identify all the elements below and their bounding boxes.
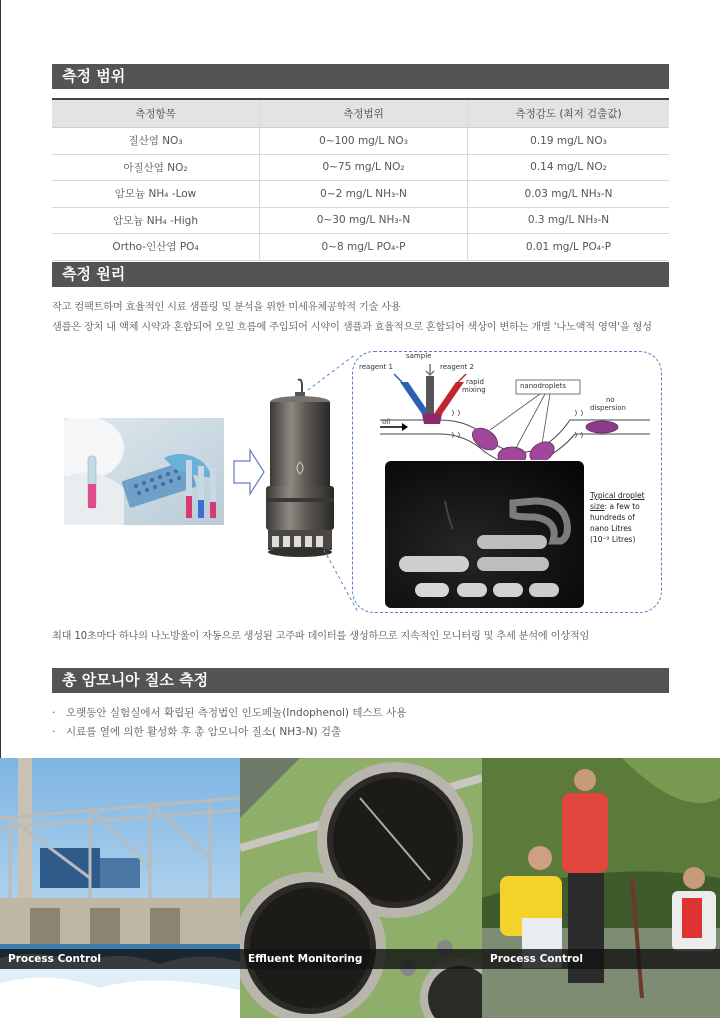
table-cell: 0.01 mg/L PO₄-P xyxy=(468,234,670,261)
principle-line-2: 샘플은 장치 내 액체 시약과 혼합되어 오일 흐름에 주입되어 시약이 샘플과 효율적으로 혼합되어 색상이 변하는 개별 '나노액적 영역'을 형성 xyxy=(52,322,652,333)
droplet-micrograph xyxy=(385,461,584,608)
photo-process-control-1 xyxy=(0,758,240,1018)
table-cell: 0.3 mg/L NH₃-N xyxy=(468,207,670,234)
note-line: hundreds of xyxy=(590,513,635,522)
measurement-range-table xyxy=(52,98,669,261)
table-cell: 0~30 mg/L NH₃-N xyxy=(260,207,468,234)
bullet-text: 시료를 열에 의한 활성화 후 총 암모니아 질소( NH3-N) 검출 xyxy=(66,726,342,738)
photo-caption: Effluent Monitoring xyxy=(240,949,482,969)
table-cell: 암모늄 NH₄ -High xyxy=(52,207,260,234)
note-size-rest: : a few to xyxy=(604,502,640,511)
column-header: 측정범위 xyxy=(260,99,468,128)
table-row xyxy=(52,234,669,261)
table-row xyxy=(52,128,669,155)
table-row xyxy=(52,181,669,208)
table-cell: 질산염 NO₃ xyxy=(52,128,260,155)
label-reagent-1: reagent 1 xyxy=(359,363,393,371)
table-cell: 0.14 mg/L NO₂ xyxy=(468,154,670,181)
column-header: 측정항목 xyxy=(52,99,260,128)
droplet-size-note xyxy=(590,490,660,545)
table-header-row xyxy=(52,99,669,128)
table-cell: 0.19 mg/L NO₃ xyxy=(468,128,670,155)
photo-caption: Process Control xyxy=(0,949,240,969)
table-cell: 아질산염 NO₂ xyxy=(52,154,260,181)
lab-photo xyxy=(64,418,224,525)
table-cell: 0.03 mg/L NH₃-N xyxy=(468,181,670,208)
table-row xyxy=(52,207,669,234)
table-cell: 0~100 mg/L NO₃ xyxy=(260,128,468,155)
principle-line-1: 작고 컴팩트하며 효율적인 시료 샘플링 및 분석을 위한 미세유체공학적 기술 사용 xyxy=(52,302,401,313)
note-line: nano Litres xyxy=(590,524,632,533)
label-dispersion: dispersion xyxy=(590,404,626,412)
table-cell: 암모늄 NH₄ -Low xyxy=(52,181,260,208)
bullet-item-1 xyxy=(52,705,406,720)
table-cell: 0~75 mg/L NO₂ xyxy=(260,154,468,181)
label-nanodroplets: nanodroplets xyxy=(520,382,566,390)
column-header: 측정감도 (최저 검출값) xyxy=(468,99,670,128)
note-size-underlined: size xyxy=(590,502,605,511)
label-sample: sample xyxy=(406,352,432,360)
callout-lines xyxy=(300,350,360,620)
section-header-ammonia: 총 암모니아 질소 측정 xyxy=(52,668,669,693)
note-line xyxy=(590,501,660,512)
photo-process-control-2 xyxy=(482,758,720,1018)
bullet-text: 오랫동안 실험실에서 확립된 측정법인 인도페놀(Indophenol) 테스트 사용 xyxy=(66,707,407,719)
note-line: Typical droplet xyxy=(590,491,645,500)
section-header-range: 측정 범위 xyxy=(52,64,669,89)
label-rapid: rapid xyxy=(466,378,484,386)
label-mixing: mixing xyxy=(462,386,486,394)
principle-footer: 최대 10초마다 하나의 나노방울이 자동으로 생성된 고주파 데이터를 생성하므로 지속적인 모니터링 및 추세 분석에 이상적임 xyxy=(52,631,590,642)
bullet-mark: · xyxy=(52,726,56,738)
table-cell: 0~2 mg/L NH₃-N xyxy=(260,181,468,208)
table-row xyxy=(52,154,669,181)
table-cell: Ortho-인산염 PO₄ xyxy=(52,234,260,261)
section-header-principle: 측정 원리 xyxy=(52,262,669,287)
bullet-item-2 xyxy=(52,724,341,739)
photo-effluent-monitoring xyxy=(240,758,482,1018)
label-oil: oil xyxy=(382,418,391,426)
arrow-right-icon xyxy=(232,447,266,497)
table-cell: 0~8 mg/L PO₄-P xyxy=(260,234,468,261)
note-line: (10⁻⁹ Litres) xyxy=(590,535,636,544)
bullet-mark: · xyxy=(52,707,56,719)
photo-caption: Process Control xyxy=(482,949,720,969)
label-no: no xyxy=(606,396,615,404)
label-reagent-2: reagent 2 xyxy=(440,363,474,371)
